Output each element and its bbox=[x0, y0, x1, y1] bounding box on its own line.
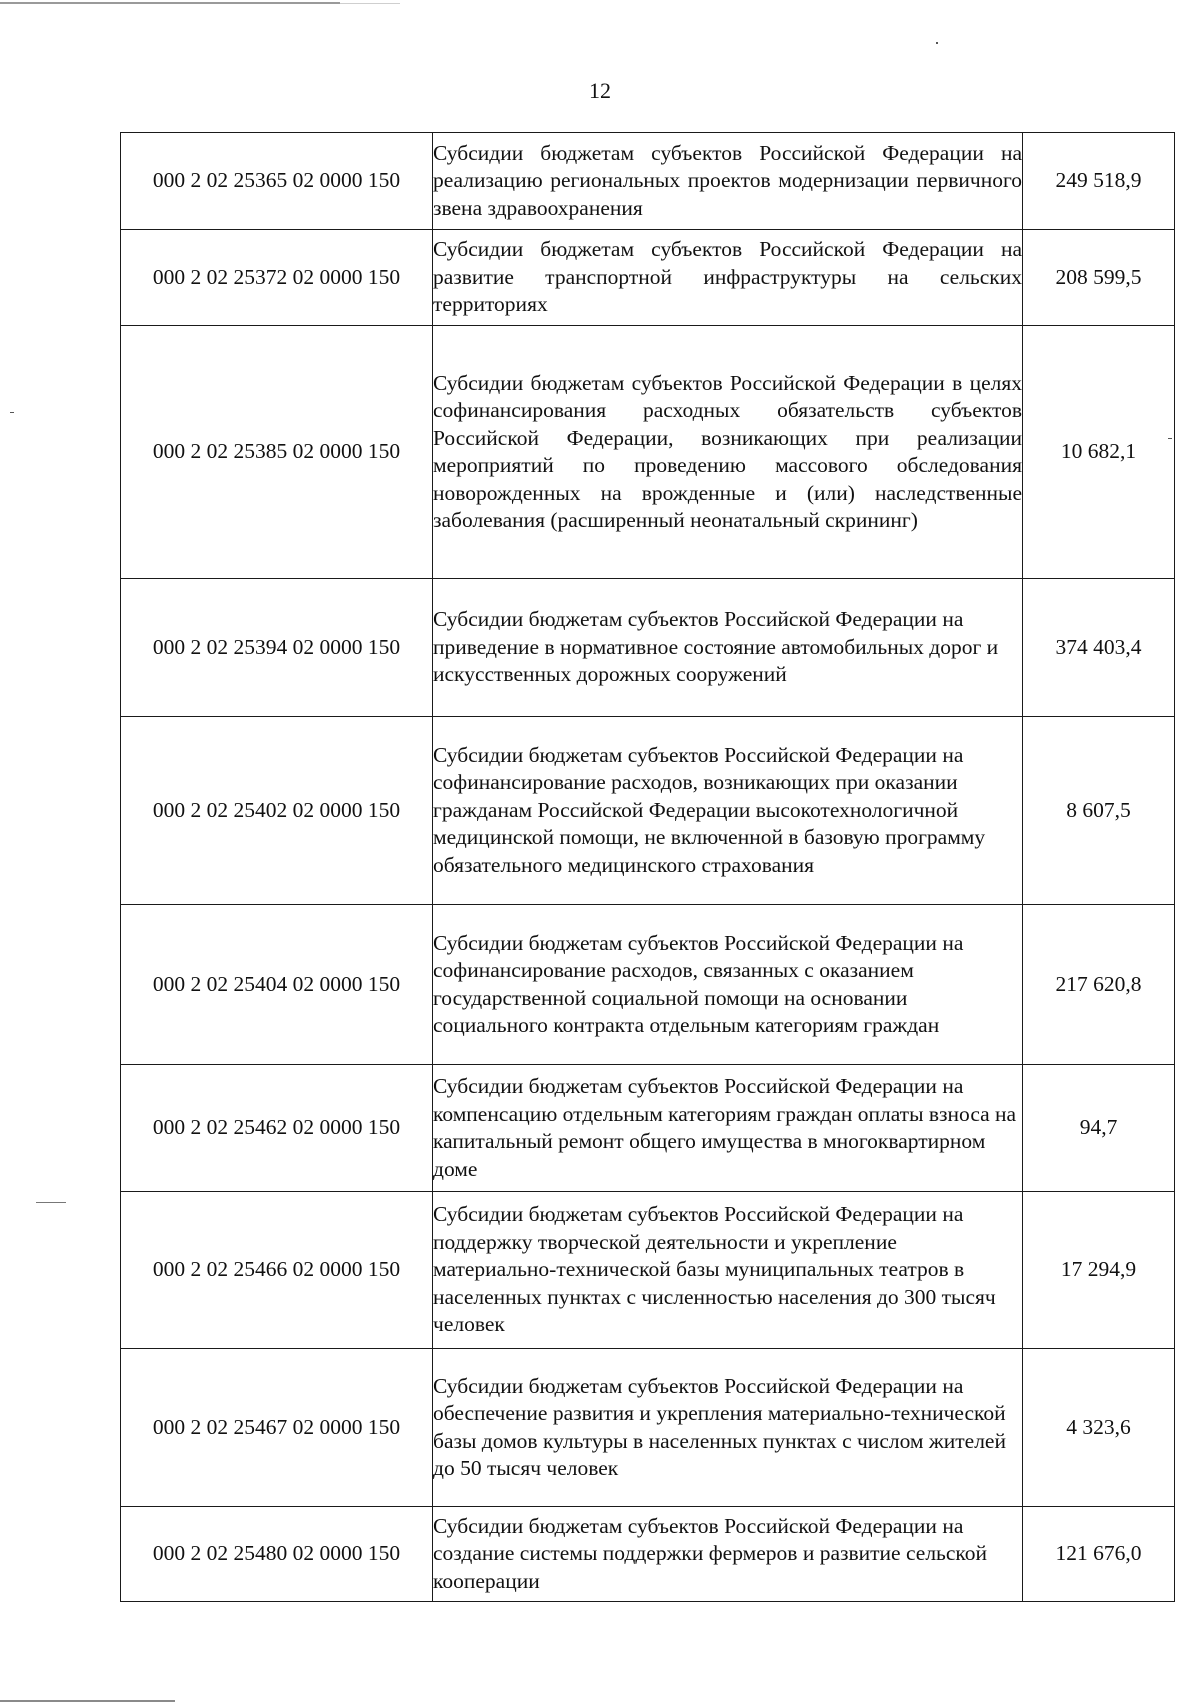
scan-speck bbox=[936, 42, 938, 44]
budget-code-cell: 000 2 02 25462 02 0000 150 bbox=[121, 1065, 433, 1192]
budget-code-cell: 000 2 02 25365 02 0000 150 bbox=[121, 133, 433, 230]
description-cell: Субсидии бюджетам субъектов Российской Федерации на обеспечение развития и укрепления материально-технической базы домов культуры в населенных пунктах с числом жителей до 50 тысяч человек bbox=[433, 1349, 1023, 1507]
description-cell: Субсидии бюджетам субъектов Российской Федерации на поддержку творческой деятельности и укрепление материально-технической базы муниципальных театров в населенных пунктах с численностью населения до 300 тысяч человек bbox=[433, 1192, 1023, 1349]
amount-cell: 94,7 bbox=[1023, 1065, 1175, 1192]
table-row bbox=[121, 905, 1175, 1065]
table-row bbox=[121, 1349, 1175, 1507]
description-cell: Субсидии бюджетам субъектов Российской Федерации на приведение в нормативное состояние автомобильных дорог и искусственных дорожных сооружений bbox=[433, 579, 1023, 717]
table-row bbox=[121, 1192, 1175, 1349]
table-row bbox=[121, 133, 1175, 230]
amount-cell: 374 403,4 bbox=[1023, 579, 1175, 717]
budget-code-cell: 000 2 02 25402 02 0000 150 bbox=[121, 717, 433, 905]
budget-code-cell: 000 2 02 25466 02 0000 150 bbox=[121, 1192, 433, 1349]
table-row bbox=[121, 1507, 1175, 1602]
budget-code-cell: 000 2 02 25404 02 0000 150 bbox=[121, 905, 433, 1065]
page-number: 12 bbox=[589, 78, 611, 103]
table-row bbox=[121, 1065, 1175, 1192]
description-cell: Субсидии бюджетам субъектов Российской Федерации в целях софинансирования расходных обязательств субъектов Российской Федерации, возникающих при реализации мероприятий по проведению массового обследования новорожденных на врожденные и (или) наследственные заболевания (расширенный неонатальный скрининг) bbox=[433, 326, 1023, 579]
table-row bbox=[121, 579, 1175, 717]
description-cell: Субсидии бюджетам субъектов Российской Федерации на создание системы поддержки фермеров и развитие сельской кооперации bbox=[433, 1507, 1023, 1602]
budget-code-cell: 000 2 02 25394 02 0000 150 bbox=[121, 579, 433, 717]
budget-revenue-table bbox=[120, 132, 1175, 1602]
amount-cell: 249 518,9 bbox=[1023, 133, 1175, 230]
scan-edge-bottom bbox=[0, 1700, 175, 1702]
amount-cell: 4 323,6 bbox=[1023, 1349, 1175, 1507]
budget-code-cell: 000 2 02 25467 02 0000 150 bbox=[121, 1349, 433, 1507]
amount-cell: 10 682,1 bbox=[1023, 326, 1175, 579]
table-row bbox=[121, 230, 1175, 326]
amount-cell: 121 676,0 bbox=[1023, 1507, 1175, 1602]
description-cell: Субсидии бюджетам субъектов Российской Федерации на софинансирование расходов, связанных с оказанием государственной социальной помощи на основании социального контракта отдельным категориям граждан bbox=[433, 905, 1023, 1065]
amount-cell: 8 607,5 bbox=[1023, 717, 1175, 905]
description-cell: Субсидии бюджетам субъектов Российской Федерации на софинансирование расходов, возникающих при оказании гражданам Российской Федерации высокотехнологичной медицинской помощи, не включенной в базовую программу обязательного медицинского страхования bbox=[433, 717, 1023, 905]
amount-cell: 17 294,9 bbox=[1023, 1192, 1175, 1349]
amount-cell: 208 599,5 bbox=[1023, 230, 1175, 326]
amount-cell: 217 620,8 bbox=[1023, 905, 1175, 1065]
description-cell: Субсидии бюджетам субъектов Российской Федерации на компенсацию отдельным категориям граждан оплаты взноса на капитальный ремонт общего имущества в многоквартирном доме bbox=[433, 1065, 1023, 1192]
description-cell: Субсидии бюджетам субъектов Российской Федерации на реализацию региональных проектов модернизации первичного звена здравоохранения bbox=[433, 133, 1023, 230]
scan-speck bbox=[10, 412, 14, 413]
budget-code-cell: 000 2 02 25385 02 0000 150 bbox=[121, 326, 433, 579]
description-cell: Субсидии бюджетам субъектов Российской Федерации на развитие транспортной инфраструктуры на сельских территориях bbox=[433, 230, 1023, 326]
table-row bbox=[121, 717, 1175, 905]
budget-code-cell: 000 2 02 25480 02 0000 150 bbox=[121, 1507, 433, 1602]
scan-edge-top bbox=[0, 2, 340, 4]
table-row bbox=[121, 326, 1175, 579]
scan-edge-top-fade bbox=[340, 3, 400, 4]
scan-speck bbox=[36, 1202, 66, 1203]
budget-code-cell: 000 2 02 25372 02 0000 150 bbox=[121, 230, 433, 326]
